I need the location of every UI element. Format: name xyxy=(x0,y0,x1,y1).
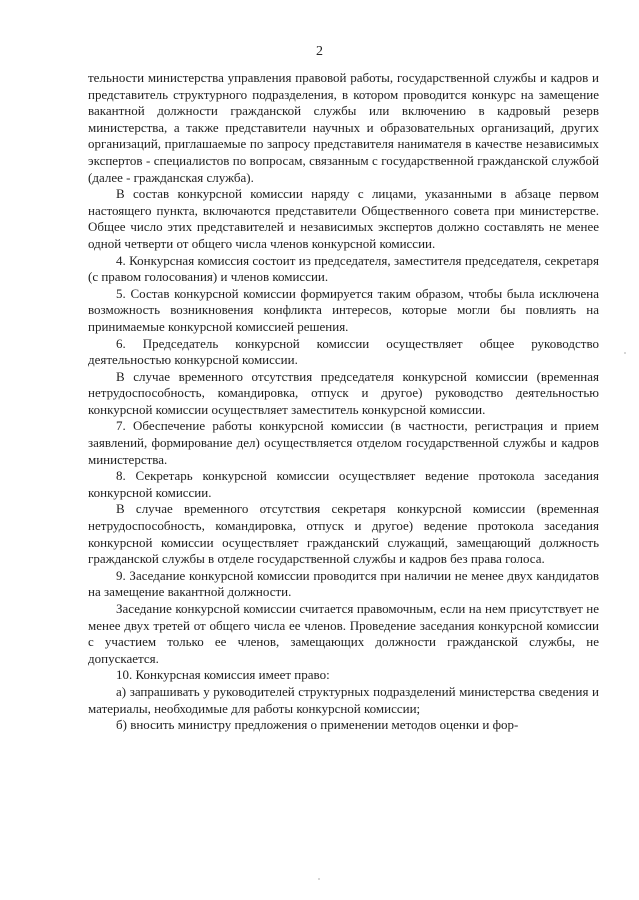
paragraph-quorum: Заседание конкурсной комиссии считается правомочным, если на нем присутствует не менее двух третей от общего числа ее членов. Проведение заседания конкурсной комиссии с участием только ее членов, замещающих должности гражданской службы, не допускается. xyxy=(88,601,599,666)
body-text xyxy=(88,70,599,734)
paragraph-item-9: 9. Заседание конкурсной комиссии проводится при наличии не менее двух кандидатов на замещение вакантной должности. xyxy=(88,567,599,600)
paragraph-item-7: 7. Обеспечение работы конкурсной комиссии (в частности, регистрация и прием заявлений, формирование дел) осуществляется отделом государственной службы и кадров министерства. xyxy=(88,418,599,467)
paragraph-secretary-absence: В случае временного отсутствия секретаря конкурсной комиссии (временная нетрудоспособность, командировка, отпуск и другое) ведение протокола заседания конкурсной комиссии осуществляет гражданский служащий, замещающий должность гражданской службы в отделе государственной службы и кадров без права голоса. xyxy=(88,501,599,567)
paragraph-item-10a: а) запрашивать у руководителей структурных подразделений министерства сведения и материалы, необходимые для работы конкурсной комиссии; xyxy=(88,683,599,716)
scan-speck xyxy=(318,878,320,880)
paragraph-item-6: 6. Председатель конкурсной комиссии осуществляет общее руководство деятельностью конкурсной комиссии. xyxy=(88,335,599,368)
paragraph-item-5: 5. Состав конкурсной комиссии формируется таким образом, чтобы была исключена возможность возникновения конфликта интересов, которые могли бы повлиять на принимаемые конкурсной комиссией решения. xyxy=(88,285,599,334)
paragraph-item-4: 4. Конкурсная комиссия состоит из председателя, заместителя председателя, секретаря (с правом голосования) и членов комиссии. xyxy=(88,252,599,285)
page-number: 2 xyxy=(316,44,323,59)
paragraph-item-10: 10. Конкурсная комиссия имеет право: xyxy=(116,667,330,683)
paragraph-continuation: тельности министерства управления правовой работы, государственной службы и кадров и представитель структурного подразделения, в котором проводится конкурс на замещение вакантной должности гражданской службы или включению в кадровый резерв министерства, а также представители научных и образовательных организаций, других организаций, приглашаемые по запросу представителя нанимателя в качестве независимых экспертов - специалистов по вопросам, связанным с государственной гражданской службой (далее - гражданская служба). xyxy=(88,70,599,185)
paragraph-public-council: В состав конкурсной комиссии наряду с лицами, указанными в абзаце первом настоящего пункта, включаются представители Общественного совета при министерстве. Общее число этих представителей и независимых экспертов должно составлять не менее одной четверти от общего числа членов конкурсной комиссии. xyxy=(88,186,599,251)
scan-speck xyxy=(624,352,626,354)
paragraph-chair-absence: В случае временного отсутствия председателя конкурсной комиссии (временная нетрудоспособность, командировка, отпуск и другое) руководство деятельностью конкурсной комиссии осуществляет заместитель конкурсной комиссии. xyxy=(88,368,599,417)
paragraph-item-10b: б) вносить министру предложения о применении методов оценки и фор- xyxy=(116,717,519,733)
paragraph-item-8: 8. Секретарь конкурсной комиссии осуществляет ведение протокола заседания конкурсной комиссии. xyxy=(88,468,599,500)
